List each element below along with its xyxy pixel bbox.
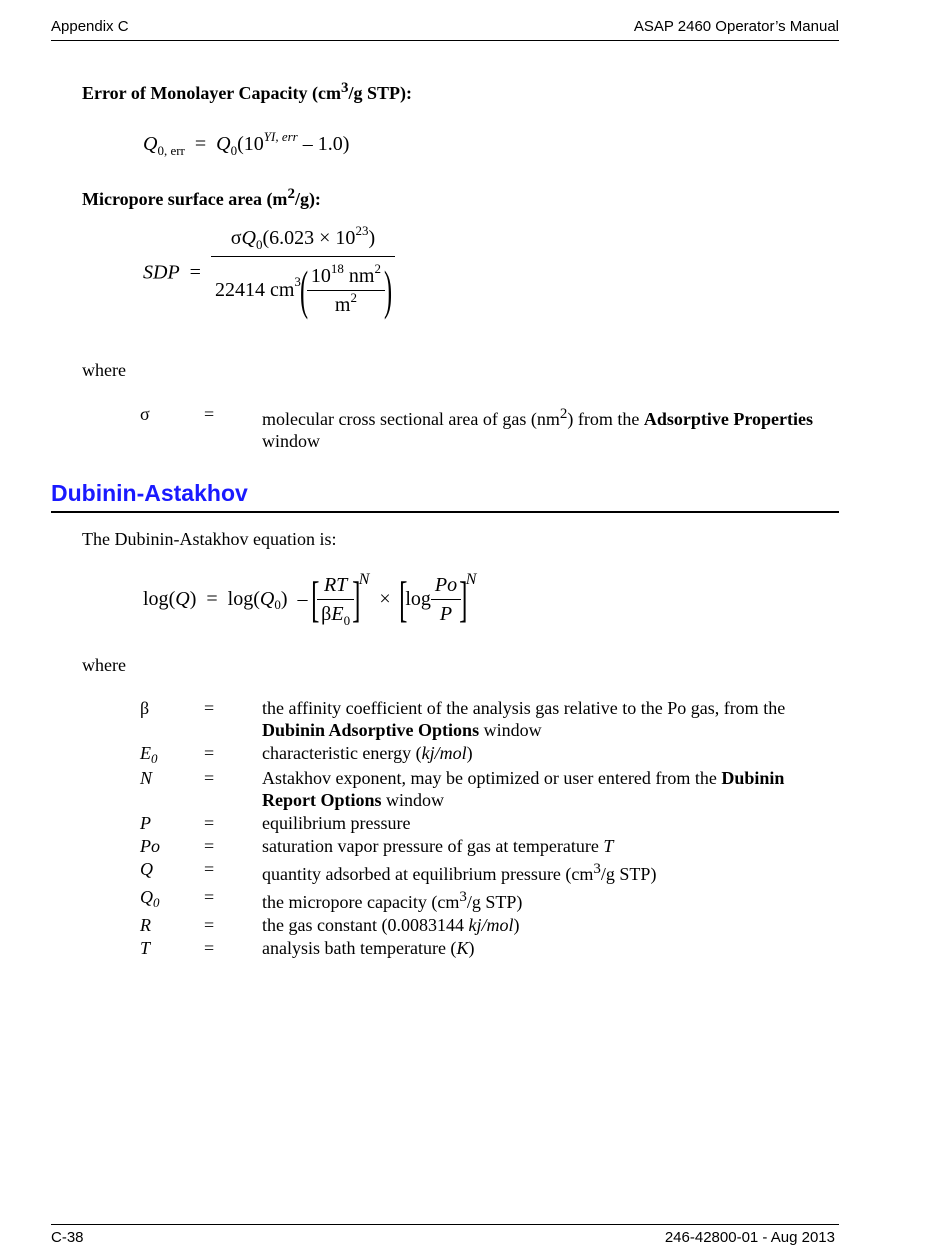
var-description: [262, 858, 832, 885]
heading-text: /g STP):: [348, 83, 412, 103]
eq-text: log: [227, 588, 254, 610]
eq-equals: =: [194, 133, 207, 155]
eq-exponent: YI, err: [263, 129, 298, 144]
document-number: 246-42800-01 - Aug 2013: [664, 1229, 835, 1246]
var-equals: =: [204, 404, 215, 424]
var-symbol-text: E: [140, 743, 151, 763]
definition-row: [140, 914, 832, 936]
definition-row: [140, 886, 832, 913]
eq-text: m: [334, 293, 351, 316]
var-equals: =: [204, 887, 215, 907]
da-fraction-rt: [317, 573, 354, 628]
sdp-fraction: [211, 223, 395, 320]
var-description: [262, 767, 832, 811]
unit-denominator: [307, 290, 385, 315]
section-title: Dubinin-Astakhov: [51, 480, 248, 506]
unit-fraction: [307, 260, 385, 316]
desc-text: the affinity coefficient of the analysis gas relative to the Po gas, from the: [262, 698, 786, 718]
definition-row: [140, 697, 832, 741]
desc-italic: kj/mol: [421, 743, 467, 763]
heading-text: /g):: [294, 189, 321, 209]
eq-symbol: Q: [143, 133, 158, 155]
desc-text: ): [466, 743, 473, 763]
desc-bold: Dubinin Report Options: [262, 768, 785, 810]
eq-right-paren: ): [383, 260, 392, 320]
var-symbol: [140, 697, 204, 741]
eq-symbol: Q: [241, 227, 256, 249]
var-symbol-text: Q: [140, 859, 153, 879]
eq-text: 22414 cm: [214, 279, 295, 301]
heading-sup: 2: [287, 186, 295, 202]
desc-italic: kj/mol: [468, 915, 514, 935]
monolayer-error-equation: [143, 129, 350, 158]
var-symbol: [140, 858, 204, 885]
desc-text: the micropore capacity (cm: [262, 892, 460, 912]
da-variable-table: [140, 697, 832, 960]
eq-exponent: 18: [330, 260, 344, 276]
eq-exponent: N: [465, 571, 477, 588]
eq-symbol: Q: [175, 588, 190, 610]
var-equals: =: [204, 836, 215, 856]
sdp-equation: [143, 223, 395, 320]
definition-row: [140, 812, 832, 834]
eq-exponent: 2: [374, 260, 381, 276]
desc-text: the gas constant (0.0083144: [262, 915, 469, 935]
desc-italic: T: [603, 836, 614, 856]
monolayer-error-heading: [82, 80, 412, 104]
eq-right-bracket: ]: [459, 571, 468, 627]
definition-row: [140, 835, 832, 857]
eq-text: log: [405, 588, 431, 610]
eq-equals: =: [189, 261, 201, 284]
unit-numerator: [307, 260, 385, 290]
desc-text: saturation vapor pressure of gas at temperature: [262, 836, 604, 856]
desc-text: /g STP): [600, 864, 657, 884]
desc-text: analysis bath temperature (: [262, 938, 457, 958]
var-symbol: [140, 742, 204, 766]
desc-text: ) from the: [567, 409, 644, 429]
var-description: [262, 697, 832, 741]
where-label: where: [82, 655, 126, 675]
eq-left-bracket: [: [310, 571, 319, 627]
var-description: [262, 937, 832, 959]
eq-text: 10: [310, 264, 331, 287]
da-intro: The Dubinin-Astakhov equation is:: [82, 529, 337, 549]
eq-text: – 1.0): [302, 133, 350, 155]
eq-exponent: 2: [350, 289, 357, 305]
heading-text: Micropore surface area (m: [82, 189, 288, 209]
eq-subscript: 0: [343, 612, 351, 628]
eq-exponent: 3: [294, 273, 301, 289]
desc-text: window: [381, 790, 445, 810]
var-symbol-text: P: [140, 813, 151, 833]
sdp-denominator: [211, 256, 395, 320]
var-description: [262, 403, 832, 452]
sdp-numerator: [211, 223, 395, 256]
desc-text: window: [479, 720, 542, 740]
eq-text: (6.023 × 10: [262, 227, 356, 249]
eq-sigma: σ: [230, 227, 242, 249]
eq-symbol: Q: [259, 588, 275, 610]
eq-symbol: RT: [323, 573, 348, 596]
eq-symbol: Q: [216, 133, 231, 155]
definition-row: [140, 767, 832, 811]
eq-left-paren: (: [299, 260, 308, 320]
var-description: [262, 742, 832, 766]
desc-text: molecular cross sectional area of gas (nm: [262, 409, 560, 429]
desc-sup: 2: [559, 406, 568, 422]
desc-text: Astakhov exponent, may be optimized or user entered from the: [262, 768, 722, 788]
desc-text: ): [513, 915, 520, 935]
eq-equals: =: [206, 588, 218, 610]
var-symbol: [140, 914, 204, 936]
desc-bold: Adsorptive Properties: [643, 409, 814, 429]
var-symbol: [140, 767, 204, 811]
var-symbol: [140, 812, 204, 834]
desc-text: /g STP): [466, 892, 523, 912]
var-description: [262, 812, 832, 834]
var-symbol: [140, 835, 204, 857]
var-symbol-text: β: [140, 698, 150, 718]
var-equals: =: [204, 698, 215, 718]
definition-row: [140, 742, 832, 766]
micropore-area-heading: [82, 186, 321, 210]
where-label: where: [82, 360, 126, 380]
da-fraction-po: [431, 575, 461, 624]
eq-text: nm: [348, 264, 375, 287]
da-fraction-den: [317, 599, 354, 628]
desc-text: characteristic energy (: [262, 743, 422, 763]
definition-row: [140, 937, 832, 959]
desc-text: quantity adsorbed at equilibrium pressure (cm: [262, 864, 594, 884]
footer-divider: [51, 1224, 839, 1225]
desc-text: window: [262, 431, 320, 451]
eq-symbol: E: [331, 602, 344, 625]
eq-right-bracket: ]: [352, 571, 361, 627]
desc-text: ): [468, 938, 475, 958]
desc-italic: K: [456, 938, 469, 958]
desc-sup: 3: [593, 861, 601, 877]
header-divider: [51, 40, 839, 41]
heading-sup: 3: [340, 80, 349, 96]
var-symbol-text: T: [140, 938, 151, 958]
eq-subscript: 0, err: [157, 143, 185, 158]
var-equals: =: [204, 915, 215, 935]
desc-text: equilibrium pressure: [262, 813, 411, 833]
var-symbol-text: N: [140, 768, 153, 788]
eq-text: (10: [237, 133, 264, 155]
var-symbol: [140, 937, 204, 959]
eq-beta: β: [321, 602, 332, 625]
var-symbol: [140, 886, 204, 913]
var-symbol-text: Q: [140, 887, 153, 907]
eq-exponent: N: [358, 571, 370, 588]
var-equals: =: [204, 813, 215, 833]
eq-exponent: 23: [355, 223, 369, 238]
header-chapter: Appendix C: [51, 18, 129, 35]
var-equals: =: [204, 768, 215, 788]
definition-row: [140, 403, 832, 452]
var-equals: =: [204, 859, 215, 879]
eq-left-bracket: [: [398, 571, 408, 627]
var-symbol-subscript: 0: [151, 751, 158, 766]
eq-symbol: SDP: [143, 261, 180, 284]
eq-subscript: 0: [274, 596, 281, 612]
var-symbol-text: R: [140, 915, 151, 935]
var-description: [262, 835, 832, 857]
desc-bold: Dubinin Adsorptive Options: [262, 720, 480, 740]
var-equals: =: [204, 938, 215, 958]
var-symbol-text: Po: [140, 836, 160, 856]
eq-symbol: Po: [434, 573, 458, 596]
page-number: C-38: [51, 1229, 84, 1246]
eq-symbol: P: [431, 599, 461, 624]
var-symbol: σ: [140, 404, 150, 424]
sigma-definition: [140, 403, 832, 453]
var-description: [262, 886, 832, 913]
eq-subscript: 0: [230, 143, 238, 158]
var-symbol-subscript: 0: [153, 895, 160, 910]
da-equation: $\log(Q) = \log(Q_0)$ – [ $\frac{RT}{\beta E_0}$ ]$^N$ × [log $\frac{Po}{P}$ ]$^N$: [143, 571, 477, 628]
heading-text: Error of Monolayer Capacity (cm: [82, 83, 341, 103]
desc-sup: 3: [459, 889, 467, 905]
var-equals: =: [204, 743, 215, 763]
eq-text: ): [368, 227, 376, 249]
definition-row: [140, 858, 832, 885]
eq-text: log: [143, 588, 169, 610]
section-divider: [51, 511, 839, 513]
header-manual-title: ASAP 2460 Operator’s Manual: [633, 18, 839, 35]
eq-minus: –: [297, 588, 308, 610]
eq-times: ×: [379, 588, 391, 610]
var-description: [262, 914, 832, 936]
eq-subscript: 0: [255, 237, 263, 252]
